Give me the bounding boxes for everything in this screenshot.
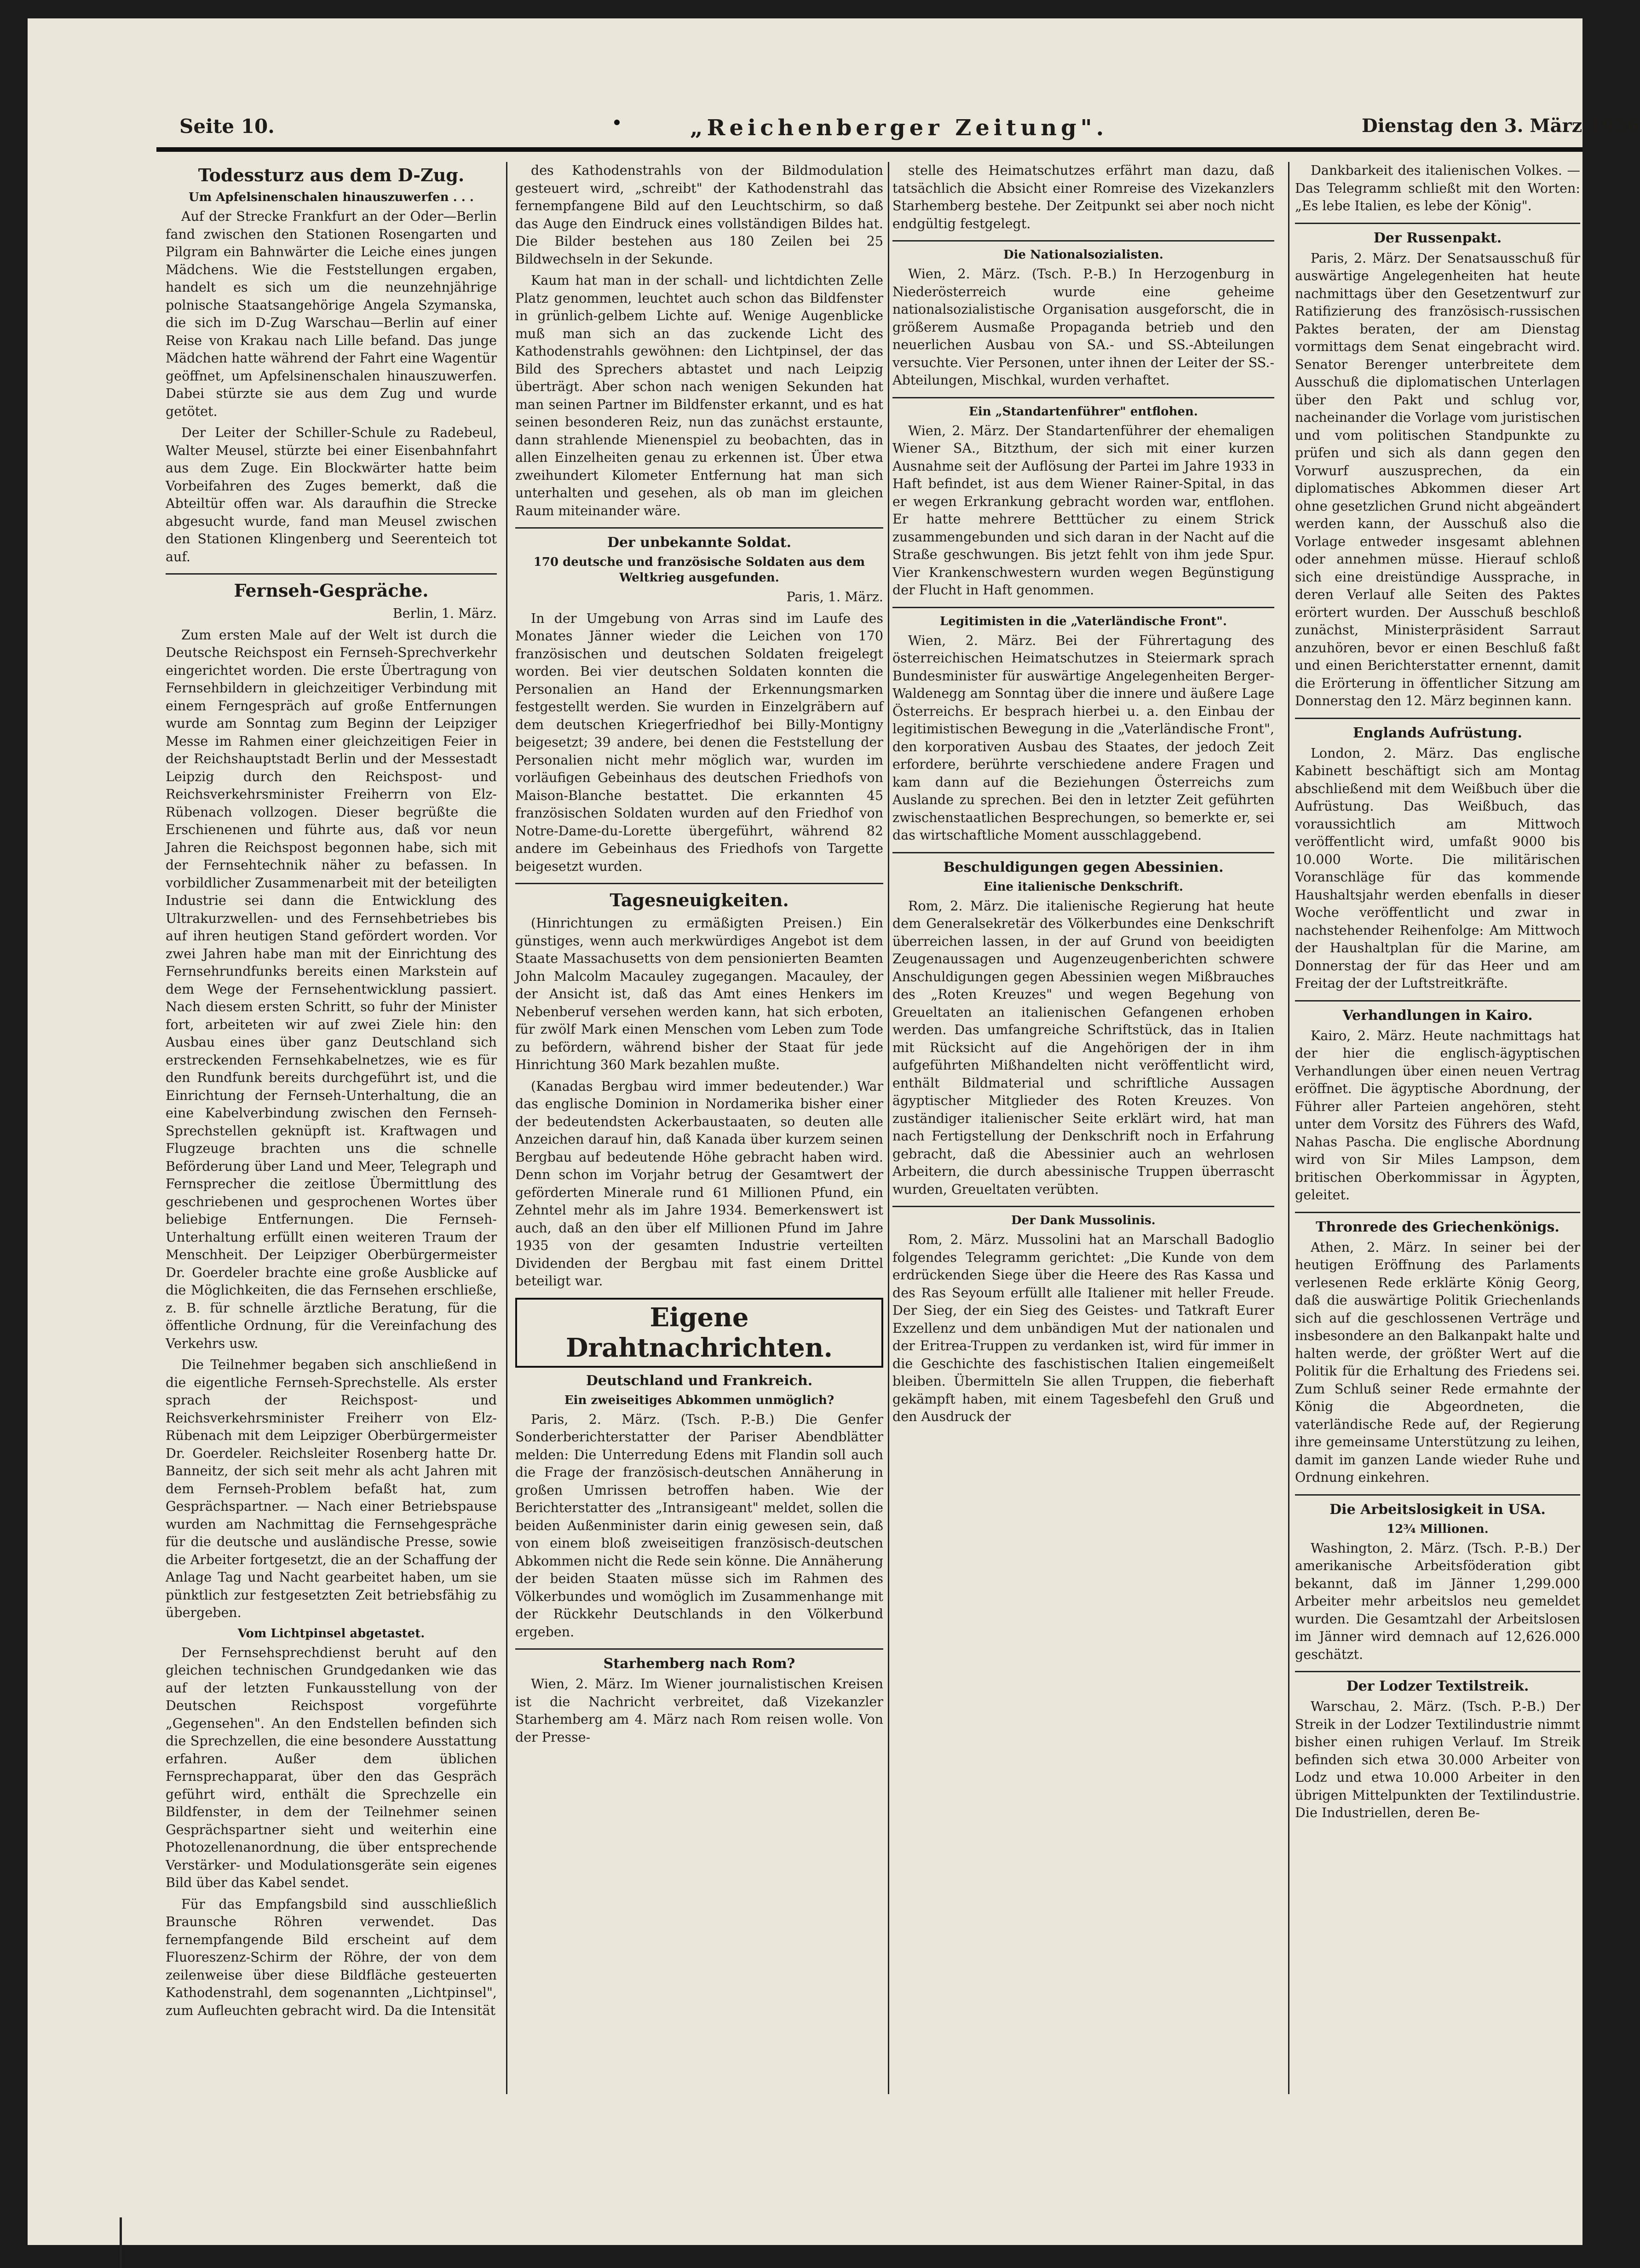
article-subheading: Vom Lichtpinsel abgetastet. <box>237 1626 425 1641</box>
article-russenpakt <box>1295 230 1580 710</box>
article-title: Starhemberg nach Rom? <box>603 1656 795 1672</box>
article-paragraph: Paris, 2. März. (Tsch. P.-B.) Die Genfer Sonderberichterstatter der Pariser Abendblätter melden: Die Unterredung Edens mit Flandin soll auch die Frage der französisch-deutschen Annäherung in großen Umrissen betroffen haben. Wie der Berichterstatter des „Intransigeant" meldet, sollen die beiden Außenminister darin einig gewesen sein, daß von einem bloß zweiseitigen französisch-deutschen Abkommen nicht die Rede sein könne. Die Annäherung der beiden Staaten müsse sich im Rahmen des Völkerbundes und womöglich im Zusammenhange mit der Rückkehr Deutschlands in den Völkerbund ergeben. <box>515 1411 883 1640</box>
article-subtitle: Eine italienische Denkschrift. <box>983 880 1184 894</box>
page-number: Seite 10. <box>179 115 275 138</box>
article-paragraph: Der Leiter der Schiller-Schule zu Radebeul, Walter Meusel, stürzte bei einer Eisenbahnfahrt aus dem Zuge. Ein Blockwärter hatte beim Vorbeifahren des Zuges bemerkt, daß die Abteiltür offen war. Als daraufhin die Strecke abgesucht wurde, fand man Meusel zwischen den Stationen Klingenberg und Seerenteich tot auf. <box>166 425 497 564</box>
article-paragraph: Der Fernsehsprechdienst beruht auf den gleichen technischen Grundgedanken wie das auf der letzten Funkausstellung von der Deutschen Reichspost vorgeführte „Gegensehen". An den Endstellen befinden sich die Sprechzellen, die eine besondere Ausstattung erfahren. Außer dem üblichen Fernsprechapparat, über den das Gespräch geführt wird, enthält die Sprechzelle ein Bildfenster, in dem der Teilnehmer seinen Gesprächspartner sieht und weiterhin eine Photozellenanordnung, die über entsprechende Verstärker- und Modulationsgeräte sein eigenes Bild über das Kabel sendet. <box>166 1645 497 1890</box>
article-legitimisten <box>892 614 1274 845</box>
article-title: Ein „Standartenführer" entflohen. <box>969 404 1198 419</box>
article-starhemberg <box>515 1655 883 1746</box>
article-thronrede <box>1295 1219 1580 1487</box>
article-title: Der Lodzer Textilstreik. <box>1346 1678 1529 1694</box>
article-separator <box>1295 718 1580 719</box>
article-deutschland-frankreich <box>515 1372 883 1641</box>
article-title: Fernseh-Gespräche. <box>234 580 429 601</box>
article-todessturz <box>166 165 497 566</box>
article-title: Verhandlungen in Kairo. <box>1342 1007 1533 1024</box>
article-paragraph: Washington, 2. März. (Tsch. P.-B.) Der amerikanische Arbeitsföderation gibt bekannt, daß im Jänner 1,299.000 Arbeiter mehr arbeitslos neu gemeldet wurden. Die Gesamtzahl der Arbeitslosen im Jänner wird demnach auf 12,626.000 geschätzt. <box>1295 1540 1580 1662</box>
article-separator <box>1295 1212 1580 1213</box>
article-separator <box>515 1648 883 1650</box>
article-separator <box>892 240 1274 242</box>
newspaper-title: „Reichenberger Zeitung". <box>690 115 1108 141</box>
article-tagesneuigkeiten <box>515 890 883 1290</box>
article-separator <box>515 883 883 884</box>
article-nationalsozialisten <box>892 247 1274 390</box>
article-separator <box>1295 1000 1580 1002</box>
article-title: Der unbekannte Soldat. <box>607 535 792 551</box>
article-paragraph: Kaum hat man in der schall- und lichtdichten Zelle Platz genommen, leuchtet auch schon das Bildfenster in grünlich-gelbem Lichte auf. Wenige Augenblicke muß man sich an das zuckende Licht des Kathodenstrahls gewöhnen: den Lichtpinsel, der das Bild des Sprechers abtastet und nach Leipzig überträgt. Aber schon nach wenigen Sekunden hat man seinen Partner im Bildfenster erkannt, und es hat seinen besonderen Reiz, nun das zunächst erstaunte, dann strahlende Mienenspiel zu beobachten, das in allen Einzelheiten genau zu erkennen ist. Über etwa zweihundert Kilometer Entfernung hat man sich unterhalten und gesehen, als ob man im gleichen Raum miteinander wäre. <box>515 273 883 518</box>
article-starhemberg-continued <box>892 162 1274 233</box>
article-paragraph: Rom, 2. März. Mussolini hat an Marschall Badoglio folgendes Telegramm gerichtet: „Die Kunde von dem erdrückenden Siege über die Heere des Ras Kassa und des Ras Seyoum erfüllt alle Italiener mit heller Freude. Der Sieg, der ein Sieg des Geistes- und Tatkraft Eurer Exzellenz und dem unbändigen Mut der nationalen und der Eritrea-Truppen zu verdanken ist, wird für immer in die Geschichte des faschistischen Italien eingemeißelt bleiben. Übermitteln Sie allen Truppen, die fieberhaft gekämpft haben, mit einem Tagesbefehl den Gruß und den Ausdruck der <box>892 1232 1274 1424</box>
article-subtitle: Um Apfelsinenschalen hinauszuwerfen . . . <box>189 190 474 204</box>
article-paragraph: Wien, 2. März. Im Wiener journalistischen Kreisen ist die Nachricht verbreitet, daß Vizekanzler Starhemberg am 4. März nach Rom reisen wolle. Von der Presse- <box>515 1676 883 1745</box>
section-banner: Eigene Drahtnachrichten. <box>515 1298 883 1368</box>
article-lodzer-textilstreik <box>1295 1678 1580 1822</box>
column-4 <box>1295 162 1580 2117</box>
article-title: Beschuldigungen gegen Abessinien. <box>943 859 1224 875</box>
article-separator <box>892 1206 1274 1207</box>
article-paragraph: Rom, 2. März. Die italienische Regierung hat heute dem Generalsekretär des Völkerbundes eine Denkschrift überreichen lassen, in der auf Grund von beeidigten Zeugenaussagen und Augenzeugenberichten schwere Anschuldigungen gegen Abessinien wegen Mißbrauches des „Roten Kreuzes" und wegen Begehung von Greueltaten an italienischen Gefangenen erhoben werden. Das umfangreiche Schriftstück, das in Italien mit Rücksicht auf die Angehörigen der in ihm aufgeführten Mißhandelten nicht veröffentlicht wird, enthält Bildmaterial und schriftliche Aussagen ägyptischer Mitglieder des Roten Kreuzes. Von zuständiger italienischer Seite erklärt wird, hat man nach Fertigstellung der Denkschrift noch in Erfahrung gebracht, daß die Abessinier auch an wehrlosen Arbeitern, die durch abessinische Truppen überrascht wurden, Greueltaten verübten. <box>892 898 1274 1197</box>
article-paragraph: In der Umgebung von Arras sind im Laufe des Monates Jänner wieder die Leichen von 170 französischen und deutschen Soldaten freigelegt worden. Bei vier deutschen Soldaten konnten die Personalien an Hand der Erkennungsmarken festgestellt werden. Sie wurden in Einzelgräbern auf dem deutschen Kriegerfriedhof bei Billy-Montigny beigesetzt; 39 andere, bei denen die Feststellung der Personalien nicht mehr möglich war, wurden im vorläufigen Gebeinhaus des deutschen Friedhofs von Maison-Blanche bestattet. Die erkannten 45 französischen Soldaten wurden auf den Friedhof von Notre-Dame-du-Lorette übergeführt, während 82 andere im Gebeinhaus des Friedhofs von Targette beigesetzt wurden. <box>515 610 883 874</box>
article-separator <box>515 527 883 529</box>
article-englands-aufruestung <box>1295 725 1580 993</box>
article-separator <box>1295 1671 1580 1672</box>
column-2 <box>515 162 883 2117</box>
article-paragraph: Warschau, 2. März. (Tsch. P.-B.) Der Streik in der Lodzer Textilindustrie nimmt bisher einen ruhigen Verlauf. Im Streik befinden sich etwa 30.000 Arbeiter von Lodz und etwa 10.000 Arbeiter in den übrigen Mittelpunkten der Textilindustrie. Die Industriellen, deren Be- <box>1295 1699 1580 1820</box>
article-dateline: Paris, 1. März. <box>786 589 883 604</box>
article-separator <box>892 607 1274 608</box>
article-paragraph: stelle des Heimatschutzes erfährt man dazu, daß tatsächlich die Absicht einer Romreise des Vizekanzlers Starhemberg bestehe. Der Zeitpunkt sei aber noch nicht endgültig festgelegt. <box>892 163 1274 231</box>
article-separator <box>892 397 1274 398</box>
article-title: Englands Aufrüstung. <box>1352 725 1522 741</box>
article-arbeitslosigkeit <box>1295 1501 1580 1664</box>
article-title: Legitimisten in die „Vaterländische Front". <box>940 614 1227 628</box>
article-verhandlungen-kairo <box>1295 1007 1580 1204</box>
article-title: Thronrede des Griechenkönigs. <box>1316 1219 1559 1235</box>
article-separator <box>892 852 1274 853</box>
article-paragraph: London, 2. März. Das englische Kabinett beschäftigt sich am Montag abschließend mit dem Weißbuch über die Aufrüstung. Das Weißbuch, das voraussichtlich am Mittwoch veröffentlicht wird, umfaßt 9000 bis 10.000 Worte. Die militärischen Voranschläge für das kommende Haushaltsjahr werden ebenfalls in dieser Woche veröffentlicht und zwar in nachstehender Reihenfolge: Am Mittwoch der Haushaltplan für die Marine, am Donnerstag der für das Heer und am Freitag der der Luftstreitkräfte. <box>1295 745 1580 991</box>
article-paragraph: Wien, 2. März. Der Standartenführer der ehemaligen Wiener SA., Bitzthum, der sich mit einer kurzen Ausnahme seit der Auflösung der Partei im Jahre 1933 in Haft befindet, ist aus dem Wiener Rainer-Spital, in das er wegen Erkrankung gebracht worden war, entflohen. Er hatte mehrere Betttücher zu einem Strick zusammengebunden und sich daran in der Nacht auf die Straße geschwungen. Bis jetzt fehlt von ihm jede Spur. Vier Krankenschwestern wurden wegen Begünstigung der Flucht in Haft genommen. <box>892 423 1274 598</box>
article-title: Der Russenpakt. <box>1373 230 1502 246</box>
article-fernseh-continued <box>515 162 883 520</box>
header-rule <box>156 147 1582 152</box>
article-paragraph: Zum ersten Male auf der Welt ist durch die Deutsche Reichspost ein Fernseh-Sprechverkehr eingerichtet worden. Die erste Übertragung von Fernsehbildern in gleichzeitiger Verbindung mit einem Ferngespräch auf große Entfernungen wurde am Sonntag zum Beginn der Leipziger Messe im Rahmen einer gleichzeitigen Feier in der Reichshauptstadt Berlin und der Messestadt Leipzig durch den Reichspost- und Reichsverkehrsminister Freiherrn von Elz-Rübenach vollzogen. Dieser begrüßte die Erschienenen und führte aus, daß vor neun Jahren die Reichspost begonnen habe, sich mit der Fernsehtechnik näher zu befassen. In vorbildlicher Zusammenarbeit mit der beteiligten Industrie sei dann die Entwicklung des Ultrakurzwellen- und des Fernsehbetriebes bis auf ihren heutigen Stand gefördert worden. Vor zwei Jahren habe man mit der Einrichtung des Fernsehrundfunks bereits einen Markstein auf dem Wege der Fernsehentwicklung passiert. Nach diesem ersten Schritt, so fuhr der Minister fort, arbeiteten wir auf zwei Ziele hin: den Ausbau eines über ganz Deutschland sich erstreckenden Fernsehkabelnetzes, wie es für den Rundfunk bereits durchgeführt ist, und die Einrichtung der Fernseh-Unterhaltung, die an eine Kabelverbindung zwischen den Fernseh-Sprechstellen geknüpft ist. Kraftwagen und Flugzeuge brachten uns die schnelle Beförderung über Land und Meer, Telegraph und Fernsprecher die zeitlose Übermittlung des geschriebenen und gesprochenen Wortes über beliebige Entfernungen. Die Fernseh-Unterhaltung erfüllt einen weiteren Traum der Menschheit. Der Leipziger Oberbürgermeister Dr. Goerdeler brachte eine große Ausblicke auf die Möglichkeiten, die das Fernsehen erschließe, z. B. für schnelle ärztliche Beratung, für die öffentliche Ordnung, für die Vereinfachung des Verkehrs usw. <box>166 627 497 1351</box>
article-paragraph: Athen, 2. März. In seiner bei der heutigen Eröffnung des Parlaments verlesenen Rede erklärte König Georg, daß die auswärtige Politik Griechenlands sich auf die geschlossenen Verträge und insbesondere an den Balkanpakt halte und halten werde, der größter Wert auf die Politik für die Erhaltung des Friedens sei. Zum Schluß seiner Rede ermahnte der König die Abgeordneten, die vaterländische Rede auf, der Regierung ihre gemeinsame Unterstützung zu leihen, damit im ganzen Lande wieder Ruhe und Ordnung einkehren. <box>1295 1239 1580 1485</box>
column-divider <box>888 162 889 2094</box>
article-dateline: Berlin, 1. März. <box>392 606 497 621</box>
article-standartenfuehrer <box>892 404 1274 599</box>
article-title: Der Dank Mussolinis. <box>1011 1214 1156 1227</box>
article-title: Tagesneuigkeiten. <box>610 890 789 910</box>
article-paragraph: Dankbarkeit des italienischen Volkes. — Das Telegramm schließt mit den Worten: „Es lebe Italien, es lebe der König". <box>1295 163 1580 213</box>
article-paragraph: Die Teilnehmer begaben sich anschließend in die eigentliche Fernseh-Sprechstelle. Als erster sprach der Reichspost- und Reichsverkehrsminister Freiherr von Elz-Rübenach mit dem Leipziger Oberbürgermeister Dr. Goerdeler. Reichsleiter Rosenberg hatte Dr. Banneitz, der sich seit mehr als acht Jahren mit dem Fernseh-Problem befaßt hat, zum Gesprächspartner. — Nach einer Betriebspause wurden am Nachmittag die Fernsehgespräche für die deutsche und ausländische Presse, sowie die Arbeiter fortgesetzt, die an der Schaffung der Anlage Tag und Nacht gearbeitet haben, um sie pünktlich zur festgesetzten Zeit betriebsfähig zu übergeben. <box>166 1357 497 1620</box>
column-divider <box>1288 162 1289 2094</box>
article-dank-mussolinis <box>892 1213 1274 1426</box>
column-1 <box>166 162 497 2117</box>
issue-date: Dienstag den 3. März 1936 <box>1362 115 1640 137</box>
article-title: Die Nationalsozialisten. <box>1003 248 1163 262</box>
header-dot <box>614 120 620 125</box>
article-subtitle: 12¾ Millionen. <box>1387 1522 1489 1536</box>
article-title: Deutschland und Frankreich. <box>586 1372 813 1389</box>
article-title: Die Arbeitslosigkeit in USA. <box>1329 1501 1546 1518</box>
article-paragraph: Kairo, 2. März. Heute nachmittags hat der hier die englisch-ägyptischen Verhandlungen über einen neuen Vertrag eröffnet. Die ägyptische Abordnung, der Führer aller Parteien angehören, steht unter dem Vorsitz des Führers des Wafd, Nahas Pascha. Die englische Abordnung wird von Sir Miles Lampson, dem britischen Oberkommissar in Ägypten, geleitet. <box>1295 1028 1580 1203</box>
article-paragraph: Wien, 2. März. (Tsch. P.-B.) In Herzogenburg in Niederösterreich wurde eine geheime nationalsozialistische Organisation ausgeforscht, die in größerem Ausmaße Propaganda betrieb und den neuerlichen Ausbau von SA.- und SS.-Abteilungen versuchte. Vier Personen, unter ihnen der Leiter der SS.-Abteilungen, Mischkal, wurden verhaftet. <box>892 266 1274 388</box>
article-paragraph: Wien, 2. März. Bei der Führertagung des österreichischen Heimatschutzes in Steiermark sprach Bundesminister für auswärtige Angelegenheiten Berger-Waldenegg am Sonntag über die innere und äußere Lage Österreichs. Er besprach hierbei u. a. den Einbau der legitimistischen Bewegung in die „Vaterländische Front", den korporativen Ausbau des Staates, der jedoch Zeit erfordere, berührte verschiedene andere Fragen und kam dann auf die Beziehungen Österreichs zum Auslande zu sprechen. Bei den in letzter Zeit geführten zwischenstaatlichen Besprechungen, so bemerkte er, sei das wirtschaftliche Moment ausschlaggebend. <box>892 633 1274 843</box>
article-mussolini-continued <box>1295 162 1580 215</box>
article-beschuldigungen <box>892 859 1274 1199</box>
column-3 <box>892 162 1274 2117</box>
article-paragraph: (Kanadas Bergbau wird immer bedeutender.) War das englische Dominion in Nordamerika bisher einer der bedeutendsten Ackerbaustaaten, so deuten alle Anzeichen darauf hin, daß Kanada über kurzem seinen Bergbau auf bedeutende Höhe gebracht haben wird. Denn schon im Vorjahr betrug der Gesamtwert der geförderten Minerale rund 61 Millionen Pfund, ein Zehntel mehr als im Jahre 1934. Bemerkenswert ist auch, daß an den über elf Millionen Pfund im Jahre 1935 von der gesamten Industrie verteilten Dividenden der Bergbau mit fast einem Drittel beteiligt war. <box>515 1078 883 1289</box>
article-paragraph: (Hinrichtungen zu ermäßigten Preisen.) Ein günstiges, wenn auch merkwürdiges Angebot ist dem Staate Massachusetts von dem pensionierten Beamten John Malcolm Macauley zugegangen. Macauley, der der Ansicht ist, daß das Amt eines Henkers im Nebenberuf versehen werden kann, hat sich erboten, für zwölf Mark einen Menschen vom Leben zum Tode zu befördern, während bisher der Staat für jede Hinrichtung 360 Mark bezahlen mußte. <box>515 915 883 1072</box>
article-unbekannte-soldat <box>515 534 883 875</box>
article-paragraph: Für das Empfangsbild sind ausschließlich Braunsche Röhren verwendet. Das fernempfangende Bild erscheint auf dem Fluoreszenz-Schirm der Röhre, der von dem zeilenweise über diese Bildfläche gesteuerten Kathodenstrahl, dem sogenannten „Lichtpinsel", zum Aufleuchten gebracht wird. Da die Intensität <box>166 1896 497 2018</box>
article-title: Todessturz aus dem D-Zug. <box>198 165 465 185</box>
article-separator <box>1295 1494 1580 1496</box>
article-separator <box>1295 223 1580 224</box>
article-paragraph: des Kathodenstrahls von der Bildmodulation gesteuert wird, „schreibt" der Kathodenstrahl das fernempfangene Bild auf den Leuchtschirm, so daß das Auge den Eindruck eines vollständigen Bildes hat. Die Bilder bestehen aus 180 Zeilen bei 25 Bildwechseln in der Sekunde. <box>515 163 883 267</box>
article-fernseh-gespraeche <box>166 580 497 2020</box>
article-paragraph: Paris, 2. März. Der Senatsausschuß für auswärtige Angelegenheiten hat heute nachmittags über den Gesetzentwurf zur Ratifizierung des französisch-russischen Paktes beraten, der am Dienstag vormittags dem Senat eingebracht wird. Senator Berenger unterbreitete dem Ausschuß die diplomatischen Unterlagen über den Pakt und schlug vor, nacheinander die Vorlage vom juristischen und vom politischen Standpunkte zu prüfen und sich als dann gegen den Vorwurf auszusprechen, da ein diplomatisches Abkommen dieser Art ohne gesetzlichen Grund nicht abgeändert werden kann, der Ausschuß also die Vorlage entweder insgesamt ablehnen oder annehmen müsse. Hierauf schloß sich eine dreistündige Aussprache, in deren Verlauf alle Seiten des Paktes erörtert wurden. Der Ausschuß beschloß zunächst, Ministerpräsident Sarraut anzuhören, bevor er einen Beschluß faßt und einen Berichterstatter ernennt, damit die Erörterung in öffentlicher Sitzung am Donnerstag den 12. März beginnen kann. <box>1295 250 1580 708</box>
article-subtitle: 170 deutsche und französische Soldaten aus dem Weltkrieg ausgefunden. <box>533 555 865 585</box>
article-separator <box>166 573 497 575</box>
article-paragraph: Auf der Strecke Frankfurt an der Oder—Berlin fand zwischen den Stationen Rosengarten und Pilgram ein Bahnwärter die Leiche eines jungen Mädchens. Wie die Feststellungen ergaben, handelt es sich um die neunzehnjährige polnische Staatsangehörige Angela Szymanska, die sich im D-Zug Warschau—Berlin auf einer Reise von Krakau nach Lille befand. Das junge Mädchen hatte während der Fahrt eine Wagentür geöffnet, um Apfelsinenschalen hinauszuwerfen. Dabei stürzte sie aus dem Zug und wurde getötet. <box>166 209 497 419</box>
column-divider <box>506 162 507 2094</box>
binding-mark <box>120 2217 122 2268</box>
article-subtitle: Ein zweiseitiges Abkommen unmöglich? <box>564 1393 834 1407</box>
newspaper-page <box>28 18 1640 2245</box>
